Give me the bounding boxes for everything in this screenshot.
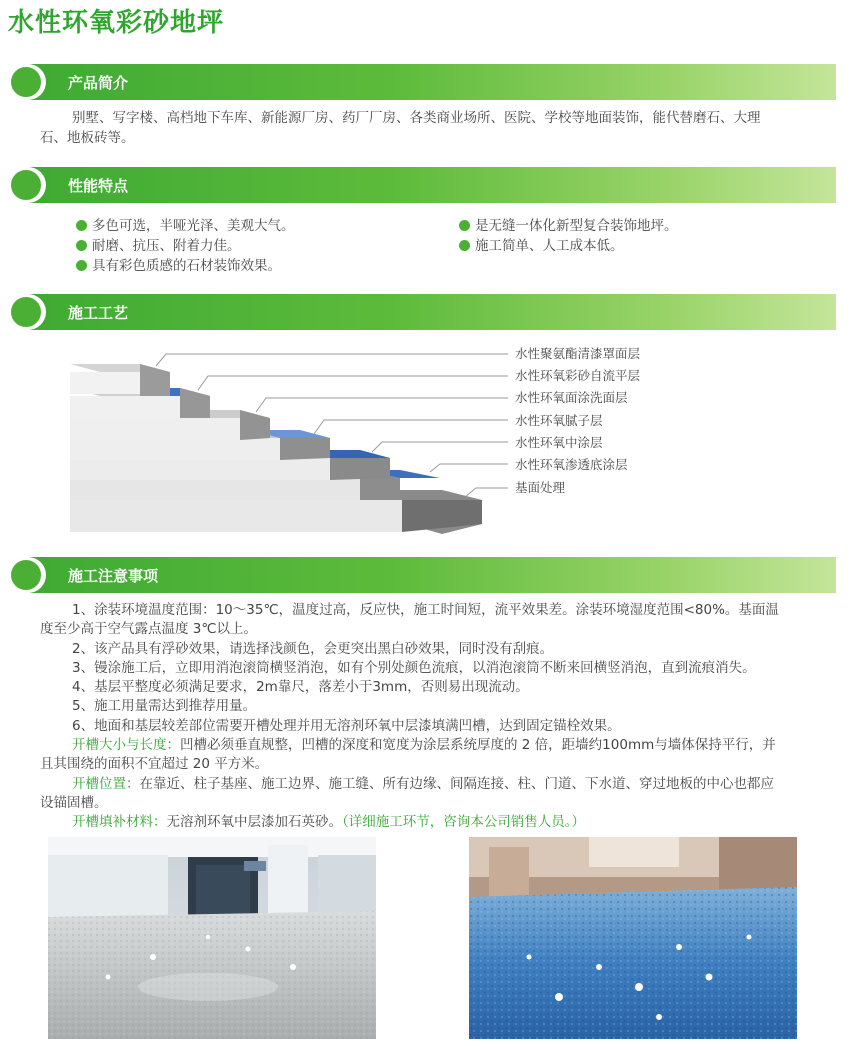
note-text: 在靠近、柱子基座、施工边界、施工缝、所有边缘、间隔连接、柱、门道、下水道、穿过地板的中心也都应 (139, 775, 774, 792)
note-line (40, 775, 837, 794)
bullet-icon (76, 220, 87, 231)
section-header-process (8, 294, 836, 330)
notes-text (40, 601, 837, 833)
bullet-icon (459, 220, 470, 231)
note-label: 开槽位置： (72, 775, 140, 792)
section-heading: 施工工艺 (68, 304, 129, 322)
layer-label: 基面处理 (515, 480, 566, 495)
section-header-intro (8, 64, 836, 100)
section-heading: 产品简介 (68, 74, 129, 92)
feature-item (459, 214, 678, 234)
note-line (40, 813, 837, 832)
note-line: 设锚固槽。 (40, 794, 108, 811)
section-circle-icon (8, 64, 44, 100)
note-label: 开槽大小与长度： (72, 737, 180, 754)
feature-item (76, 214, 295, 234)
layer-label: 水性环氧腻子层 (515, 413, 603, 428)
layer-label: 水性环氧渗透底涂层 (515, 457, 628, 472)
note-line: 度至少高于空气露点温度 3℃以上。 (40, 621, 258, 638)
section-band (30, 64, 836, 100)
feature-text: 耐磨、抗压、附着力佳。 (92, 238, 241, 254)
feature-item (76, 254, 281, 274)
note-label: 开槽填补材料： (72, 814, 167, 831)
note-line: 6、地面和基层较差部位需要开槽处理并用无溶剂环氧中层漆填满凹槽，达到固定锚栓效果。 (72, 717, 621, 734)
feature-text: 施工简单、人工成本低。 (475, 238, 624, 254)
bullet-icon (459, 240, 470, 251)
floor-photo-blue (469, 837, 797, 1039)
layer-step-1 (70, 364, 170, 396)
layer-label: 水性环氧面涂洗面层 (515, 390, 628, 405)
feature-text: 具有彩色质感的石材装饰效果。 (92, 258, 281, 274)
note-line: 2、该产品具有浮砂效果，请选择浅颜色，会更突出黑白砂效果，同时没有刮痕。 (72, 640, 554, 657)
section-circle-icon (8, 557, 44, 593)
section-band (30, 294, 836, 330)
feature-item (459, 234, 624, 254)
feature-item (76, 234, 241, 254)
note-line: 4、基层平整度必须满足要求，2m靠尺，落差小于3mm，否则易出现流动。 (72, 679, 529, 696)
feature-text: 是无缝一体化新型复合装饰地坪。 (475, 218, 678, 234)
note-line (40, 736, 837, 755)
note-line: 1、涂装环境温度范围：10～35℃，温度过高，反应快，施工时间短，流平效果差。涂装环境湿度范围<80%。基面温 (72, 602, 779, 618)
bullet-icon (76, 240, 87, 251)
feature-list (76, 214, 836, 274)
note-emphasis: （详细施工环节，咨询本公司销售人员。） (342, 814, 585, 831)
section-heading: 性能特点 (68, 177, 129, 195)
note-text: 凹槽必须垂直规整，凹槽的深度和宽度为涂层系统厚度的 2 倍，距墙约100mm与墙体保持平行，并 (180, 737, 776, 754)
section-circle-icon (8, 167, 44, 203)
page-title: 水性环氧彩砂地坪 (8, 8, 225, 38)
note-line: 5、施工用量需达到推荐用量。 (72, 698, 257, 715)
note-text: 无溶剂环氧中层漆加石英砂。 (166, 814, 342, 831)
intro-line: 石、地板砖等。 (40, 130, 135, 146)
layer-diagram (60, 340, 720, 540)
intro-line: 别墅、写字楼、高档地下车库、新能源厂房、药厂厂房、各类商业场所、医院、学校等地面装饰，能代替磨石、大理 (72, 110, 761, 126)
feature-text: 多色可选，半哑光泽、美观大气。 (92, 218, 295, 234)
layer-label: 水性环氧中涂层 (515, 435, 603, 450)
intro-text (40, 108, 837, 148)
layer-label: 水性环氧彩砂自流平层 (515, 368, 641, 383)
note-line: 且其围绕的面积不宜超过 20 平方米。 (40, 756, 269, 773)
section-band (30, 167, 836, 203)
section-header-notes (8, 557, 836, 593)
section-circle-icon (8, 294, 44, 330)
section-heading: 施工注意事项 (68, 567, 159, 585)
bullet-icon (76, 260, 87, 271)
section-header-features (8, 167, 836, 203)
layer-label: 水性聚氨酯清漆罩面层 (515, 346, 641, 361)
floor-photo-grey (48, 837, 376, 1039)
note-line: 3、镘涂施工后，立即用消泡滚筒横竖消泡，如有个别处颜色流痕，以消泡滚筒不断来回横竖消泡，直到流痕消失。 (72, 659, 756, 676)
